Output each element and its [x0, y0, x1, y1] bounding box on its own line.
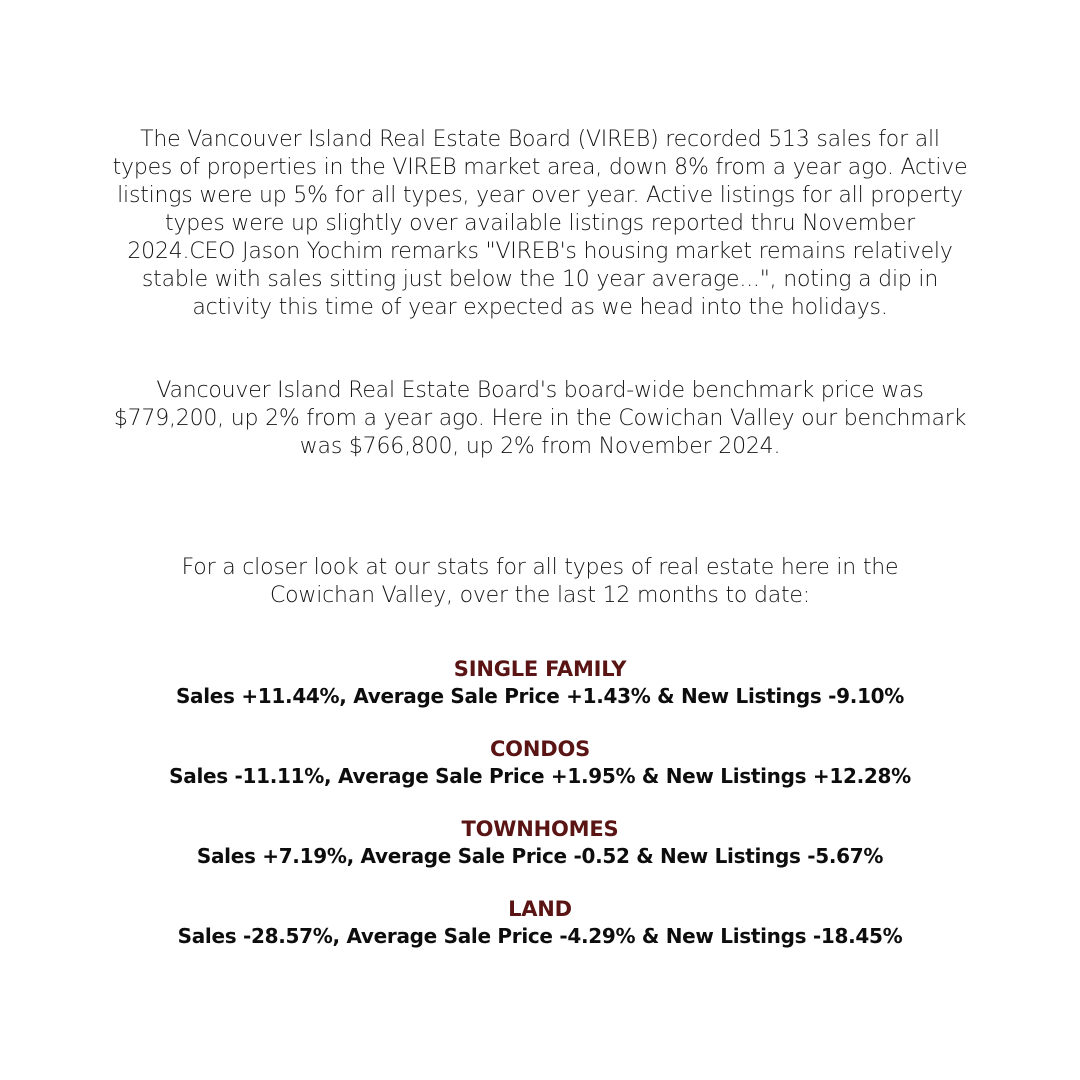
category-figures-single-family: Sales +11.44%, Average Sale Price +1.43% & New Listings -9.10% — [175, 684, 905, 708]
stats-land — [60, 896, 1020, 950]
category-title-condos: CONDOS — [489, 737, 591, 761]
stats-single-family — [60, 656, 1020, 710]
category-figures-condos: Sales -11.11%, Average Sale Price +1.95% & New Listings +12.28% — [169, 764, 911, 788]
category-title-single-family: SINGLE FAMILY — [453, 657, 627, 681]
category-title-townhomes: TOWNHOMES — [461, 817, 619, 841]
stats-intro-paragraph: For a closer look at our stats for all types of real estate here in the Cowichan Valley, over the last 12 months to date: — [181, 555, 899, 608]
benchmark-price-paragraph: Vancouver Island Real Estate Board's board-wide benchmark price was $779,200, up 2% from a year ago. Here in the Cowichan Valley our benchmark was $766,800, up 2% from November 2024. — [113, 378, 967, 459]
category-stats-list — [60, 656, 1020, 976]
category-figures-land: Sales -28.57%, Average Sale Price -4.29% & New Listings -18.45% — [177, 924, 903, 948]
stats-condos — [60, 736, 1020, 790]
stats-townhomes — [60, 816, 1020, 870]
category-figures-townhomes: Sales +7.19%, Average Sale Price -0.52 & New Listings -5.67% — [196, 844, 884, 868]
category-title-land: LAND — [508, 897, 572, 921]
market-summary-paragraph: The Vancouver Island Real Estate Board (VIREB) recorded 513 sales for all types of properties in the VIREB market area, down 8% from a year ago. Active listings were up 5% for all types, year over year. Active listings for all property types were up slightly over available listings reported thru November 2024.CEO Jason Yochim remarks "VIREB's housing market remains relatively stable with sales sitting just below the 10 year average...", noting a dip in activity this time of year expected as we head into the holidays. — [112, 127, 968, 320]
